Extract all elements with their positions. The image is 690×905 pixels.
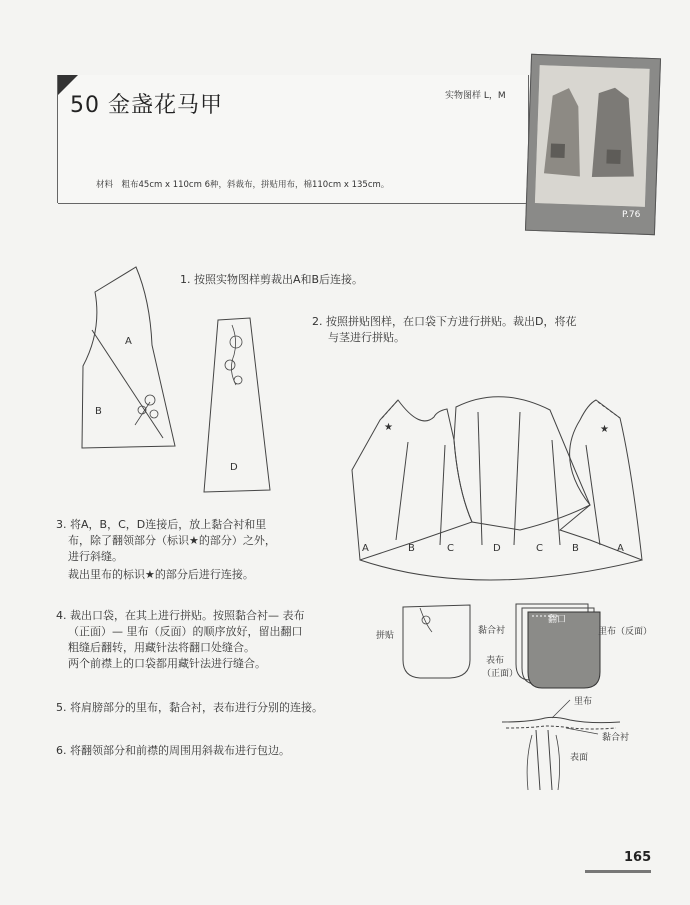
step-3-line-3: 进行斜缝。: [68, 550, 123, 563]
label-d: D: [230, 462, 238, 473]
step-3-line-4: 裁出里布的标识★的部分后进行连接。: [68, 568, 254, 581]
shoulder-seam-top: [502, 717, 620, 722]
label-outer: 表面: [570, 753, 589, 763]
step-4-line-4: 两个前襟上的口袋都用藏针法进行缝合。: [68, 657, 266, 670]
pocket-shape: [403, 605, 470, 678]
step-3-line-2: 布，除了翻领部分（标识★的部分）之外，: [68, 534, 276, 547]
star-marker-right: ★: [600, 424, 609, 435]
step-3-line-1: 3. 将A，B，C，D连接后，放上黏合衬和里: [56, 518, 267, 531]
label-outer-front-2: （正面）: [482, 669, 519, 679]
label-outer-front-1: 表布: [486, 656, 505, 666]
label-interfacing-2: 黏合衬: [602, 733, 630, 743]
label-lining: 里布: [574, 697, 593, 707]
vest-label-d: D: [493, 543, 501, 554]
page-title: 50 金盏花马甲: [70, 93, 223, 118]
vest-label-a-right: A: [617, 543, 624, 554]
step-4-line-2: （正面）— 里布（反面）的顺序放好，留出翻口: [68, 625, 303, 638]
page-number-bar: [585, 870, 651, 873]
vest-label-c-right: C: [536, 543, 543, 554]
front-panel-ab: [82, 267, 175, 448]
vest-back: [454, 397, 590, 530]
vest-label-b-right: B: [572, 543, 579, 554]
label-opening: 翻口: [548, 615, 567, 625]
step-2-line-1: 2. 按照拼贴图样，在口袋下方进行拼贴。裁出D，将花: [312, 315, 577, 328]
vest-label-c-left: C: [447, 543, 454, 554]
label-b: B: [95, 406, 102, 417]
vest-label-b-left: B: [408, 543, 415, 554]
pattern-size: 实物图样 L，M: [445, 91, 506, 101]
page-reference: P.76: [622, 210, 641, 220]
materials-text: 材料 粗布45cm x 110cm 6种，斜裁布，拼贴用布，棉110cm x 135cm。: [96, 180, 390, 190]
label-lining-back: 里布（反面）: [598, 627, 653, 637]
step-1: 1. 按照实物图样剪裁出A和B后连接。: [180, 273, 364, 286]
label-interfacing: 黏合衬: [478, 626, 506, 636]
step-2-line-2: 与茎进行拼贴。: [328, 331, 405, 344]
star-marker-left: ★: [384, 422, 393, 433]
step-6: 6. 将翻领部分和前襟的周围用斜裁布进行包边。: [56, 744, 290, 757]
page-number: 165: [624, 850, 652, 865]
vest-left-front: [352, 400, 472, 560]
vest-label-a-left: A: [362, 543, 369, 554]
step-5: 5. 将肩膀部分的里布，黏合衬，表布进行分别的连接。: [56, 701, 323, 714]
step-4-line-1: 4. 裁出口袋，在其上进行拼贴。按照黏合衬— 表布: [56, 609, 305, 622]
label-patchwork: 拼贴: [376, 631, 395, 641]
label-a: A: [125, 336, 132, 347]
step-4-line-3: 粗缝后翻转，用藏针法将翻口处缝合。: [68, 641, 255, 654]
